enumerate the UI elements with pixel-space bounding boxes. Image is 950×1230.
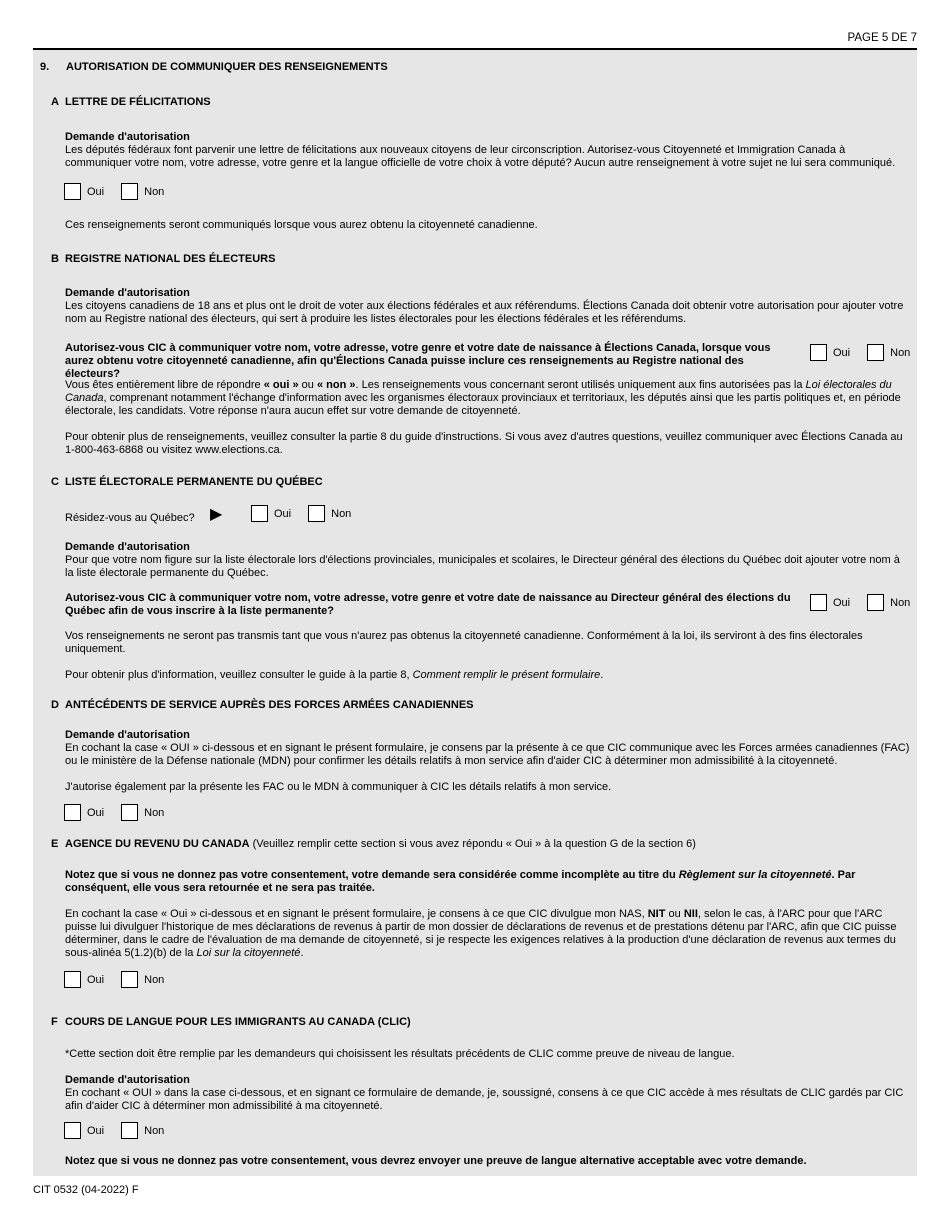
- arrow-right-icon: ▶: [210, 506, 223, 523]
- subsection-b-paragraph-1: [65, 379, 910, 418]
- subsection-b-paragraph-2: Pour obtenir plus de renseignements, veuillez consulter la partie 8 du guide d'instructions. Si vous avez d'autres questions, veuillez communiquer avec Élections Canada au 1-800-463-6868 ou visitez www.elections.ca.: [65, 431, 903, 456]
- subsection-b-title: REGISTRE NATIONAL DES ÉLECTEURS: [65, 253, 276, 265]
- subsection-c-request: [65, 541, 910, 580]
- subsection-d-letter: D: [51, 699, 59, 711]
- subsection-e-oui-label: Oui: [87, 973, 105, 986]
- subsection-f-title: COURS DE LANGUE POUR LES IMMIGRANTS AU CANADA (CLIC): [65, 1016, 411, 1028]
- subsection-e-checkboxes: [64, 971, 181, 988]
- subsection-c-non-checkbox[interactable]: [867, 594, 884, 611]
- e-para-nii: NII: [683, 908, 698, 920]
- subsection-d-oui-label: Oui: [87, 806, 105, 819]
- subsection-d-request-text: En cochant la case « OUI » ci-dessous et en signant le présent formulaire, je consens par la présente à ce que CIC communique avec les Forces armées canadiennes (FAC) ou le ministère de la Défense nationale (MDN) pour confirmer les détails relatifs à mon service afin d'aider CIC à déterminer mon admissibilité à la citoyenneté.: [65, 742, 910, 767]
- page-number: PAGE 5 DE 7: [847, 32, 917, 44]
- subsection-f-oui-checkbox[interactable]: [64, 1122, 81, 1139]
- e-warning-part-a: Notez que si vous ne donnez pas votre consentement, votre demande sera considérée comme incomplète au titre du: [65, 869, 679, 881]
- subsection-d-request: [65, 729, 910, 768]
- e-para-law: Loi sur la citoyenneté: [196, 947, 301, 959]
- subsection-a-request: [65, 131, 910, 170]
- subsection-c-letter: C: [51, 476, 59, 488]
- subsection-b-non-checkbox[interactable]: [867, 344, 884, 361]
- subsection-f-non-label: Non: [144, 1124, 165, 1137]
- subsection-e-title: AGENCE DU REVENU DU CANADA: [65, 838, 250, 850]
- subsection-e-title-line: [65, 838, 696, 851]
- b-para1-oui: « oui »: [263, 379, 299, 391]
- e-para-part-c: , selon le cas, à l'ARC pour que l'ARC puisse lui divulguer l'historique de mes déclarations de revenus à partir de mon dossier de déclarations de revenus et de prestations détenu par l'ARC, afin que CIC puisse déterminer, dans le cadre de l'évaluation de ma demande de citoyenneté, si je respecte les exigences relatives à la production d'une déclaration de revenus aux termes du sous-alinéa 5(1.2)(b) de la: [65, 908, 897, 959]
- b-para1-non: « non »: [316, 379, 356, 391]
- subsection-e-warning: [65, 869, 910, 895]
- subsection-b-request: [65, 287, 910, 326]
- b-para1-part-d: , comprenant notamment l'échange d'information avec les organismes électoraux provinciaux et territoriaux, les députés ainsi que les partis politiques et, en période électorale, les candidats. Votre réponse n'aura aucun effet sur votre demande de citoyenneté.: [65, 392, 901, 417]
- subsection-f-note: *Cette section doit être remplie par les demandeurs qui choisissent les résultats précédents de CLIC comme preuve de niveau de langue.: [65, 1048, 735, 1060]
- subsection-b-question: Autorisez-vous CIC à communiquer votre nom, votre adresse, votre genre et votre date de naissance à Élections Canada, lorsque vous aurez obtenu votre citoyenneté canadienne, afin qu'Élections Canada puisse inclure ces renseignements au Registre national des électeurs?: [65, 342, 771, 380]
- subsection-b-oui-label: Oui: [833, 346, 851, 359]
- subsection-a-request-text: Les députés fédéraux font parvenir une lettre de félicitations aux nouveaux citoyens de leur circonscription. Autorisez-vous Citoyenneté et Immigration Canada à communiquer votre nom, votre adresse, votre genre et la langue officielle de votre choix à votre député? Aucun autre renseignement à votre sujet ne lui sera communiqué.: [65, 144, 896, 169]
- subsection-c-residence-oui-label: Oui: [274, 507, 292, 520]
- subsection-e-non-checkbox[interactable]: [121, 971, 138, 988]
- subsection-f-request-text: En cochant « OUI » dans la case ci-dessous, et en signant ce formulaire de demande, je, soussigné, consens à ce que CIC accède à mes résultats de CLIC gardés par CIC afin d'aider CIC à déterminer mon admissibilité à ma citoyenneté.: [65, 1087, 904, 1112]
- subsection-b-non-label: Non: [890, 346, 911, 359]
- subsection-a-letter: A: [51, 96, 59, 108]
- subsection-c-title: LISTE ÉLECTORALE PERMANENTE DU QUÉBEC: [65, 476, 323, 488]
- e-warning-part-b: . Par conséquent, elle vous sera retournée et ne sera pas traitée.: [65, 869, 856, 894]
- subsection-a-note: Ces renseignements seront communiqués lorsque vous aurez obtenu la citoyenneté canadienne.: [65, 219, 538, 231]
- subsection-a-request-heading: Demande d'autorisation: [65, 131, 190, 143]
- subsection-e-title-note: (Veuillez remplir cette section si vous avez répondu « Oui » à la question G de la section 6): [249, 838, 696, 850]
- subsection-c-checkboxes: [810, 594, 910, 611]
- subsection-b-checkboxes: [810, 344, 910, 361]
- subsection-a-oui-label: Oui: [87, 185, 105, 198]
- e-para-part-a: En cochant la case « Oui » ci-dessous et en signant le présent formulaire, je consens à ce que CIC divulgue mon NAS,: [65, 908, 648, 920]
- subsection-e-letter: E: [51, 838, 59, 850]
- subsection-f-request: [65, 1074, 910, 1113]
- subsection-b-letter: B: [51, 253, 59, 265]
- subsection-f-oui-label: Oui: [87, 1124, 105, 1137]
- subsection-e-non-label: Non: [144, 973, 165, 986]
- subsection-e-paragraph: [65, 908, 910, 960]
- subsection-d-non-label: Non: [144, 806, 165, 819]
- c-para2-part-a: Pour obtenir plus d'information, veuillez consulter le guide à la partie 8,: [65, 669, 413, 681]
- subsection-a-non-checkbox[interactable]: [121, 183, 138, 200]
- subsection-c-paragraph-2: [65, 669, 910, 682]
- subsection-f-request-heading: Demande d'autorisation: [65, 1074, 190, 1086]
- subsection-f-non-checkbox[interactable]: [121, 1122, 138, 1139]
- subsection-c-oui-checkbox[interactable]: [810, 594, 827, 611]
- subsection-d-checkboxes: [64, 804, 181, 821]
- subsection-c-residence-oui-checkbox[interactable]: [251, 505, 268, 522]
- section-title: AUTORISATION DE COMMUNIQUER DES RENSEIGNEMENTS: [66, 61, 388, 73]
- e-para-part-d: .: [300, 947, 304, 959]
- subsection-c-request-heading: Demande d'autorisation: [65, 541, 190, 553]
- subsection-d-oui-checkbox[interactable]: [64, 804, 81, 821]
- subsection-c-residence-non-checkbox[interactable]: [308, 505, 325, 522]
- subsection-d-non-checkbox[interactable]: [121, 804, 138, 821]
- subsection-c-residence-question: Résidez-vous au Québec?: [65, 512, 195, 524]
- section-number: 9.: [40, 61, 50, 73]
- subsection-f-warning: Notez que si vous ne donnez pas votre consentement, vous devrez envoyer une preuve de langue alternative acceptable avec votre demande.: [65, 1155, 807, 1167]
- subsection-d-paragraph: J'autorise également par la présente les FAC ou le MDN à communiquer à CIC les détails relatifs à mon service.: [65, 781, 612, 793]
- subsection-c-paragraph-1: Vos renseignements ne seront pas transmis tant que vous n'aurez pas obtenus la citoyenneté canadienne. Conformément à la loi, ils serviront à des fins électorales uniquement.: [65, 630, 863, 655]
- e-para-part-b: ou: [665, 908, 684, 920]
- b-para1-part-c: . Les renseignements vous concernant seront utilisés uniquement aux fins autorisées pas la: [355, 379, 806, 391]
- e-para-nit: NIT: [647, 908, 666, 920]
- subsection-c-question: Autorisez-vous CIC à communiquer votre nom, votre adresse, votre genre et votre date de naissance au Directeur général des élections du Québec afin de vous inscrire à la liste permanente?: [65, 592, 791, 617]
- b-para1-law: Loi électorales du Canada: [65, 379, 892, 404]
- b-para1-part-a: Vous êtes entièrement libre de répondre: [65, 379, 264, 391]
- subsection-a-oui-checkbox[interactable]: [64, 183, 81, 200]
- subsection-b-request-heading: Demande d'autorisation: [65, 287, 190, 299]
- subsection-a-title: LETTRE DE FÉLICITATIONS: [65, 96, 211, 108]
- subsection-a-checkboxes: [64, 183, 181, 200]
- subsection-f-checkboxes: [64, 1122, 181, 1139]
- subsection-d-title: ANTÉCÉDENTS DE SERVICE AUPRÈS DES FORCES ARMÉES CANADIENNES: [65, 699, 474, 711]
- subsection-a-non-label: Non: [144, 185, 165, 198]
- subsection-d-request-heading: Demande d'autorisation: [65, 729, 190, 741]
- b-para1-part-b: ou: [298, 379, 317, 391]
- c-para2-part-b: .: [600, 669, 604, 681]
- subsection-c-oui-label: Oui: [833, 596, 851, 609]
- subsection-e-oui-checkbox[interactable]: [64, 971, 81, 988]
- subsection-b-oui-checkbox[interactable]: [810, 344, 827, 361]
- e-warning-reg: Règlement sur la citoyenneté: [678, 869, 832, 881]
- subsection-c-residence-checkboxes: [251, 505, 368, 522]
- subsection-c-request-text: Pour que votre nom figure sur la liste électorale lors d'élections provinciales, municipales et scolaires, le Directeur général des élections du Québec doit ajouter votre nom à la liste électorale permanente du Québec.: [65, 554, 900, 579]
- form-code: CIT 0532 (04-2022) F: [33, 1184, 139, 1196]
- subsection-f-letter: F: [51, 1016, 58, 1028]
- c-para2-guide: Comment remplir le présent formulaire: [412, 669, 601, 681]
- subsection-b-request-text: Les citoyens canadiens de 18 ans et plus ont le droit de voter aux élections fédérales et aux référendums. Élections Canada doit obtenir votre autorisation pour ajouter votre nom au Registre national des électeurs, qui sert à produire les listes électorales pour les élections fédérales et les référendums.: [65, 300, 904, 325]
- subsection-c-residence-non-label: Non: [331, 507, 352, 520]
- subsection-c-non-label: Non: [890, 596, 911, 609]
